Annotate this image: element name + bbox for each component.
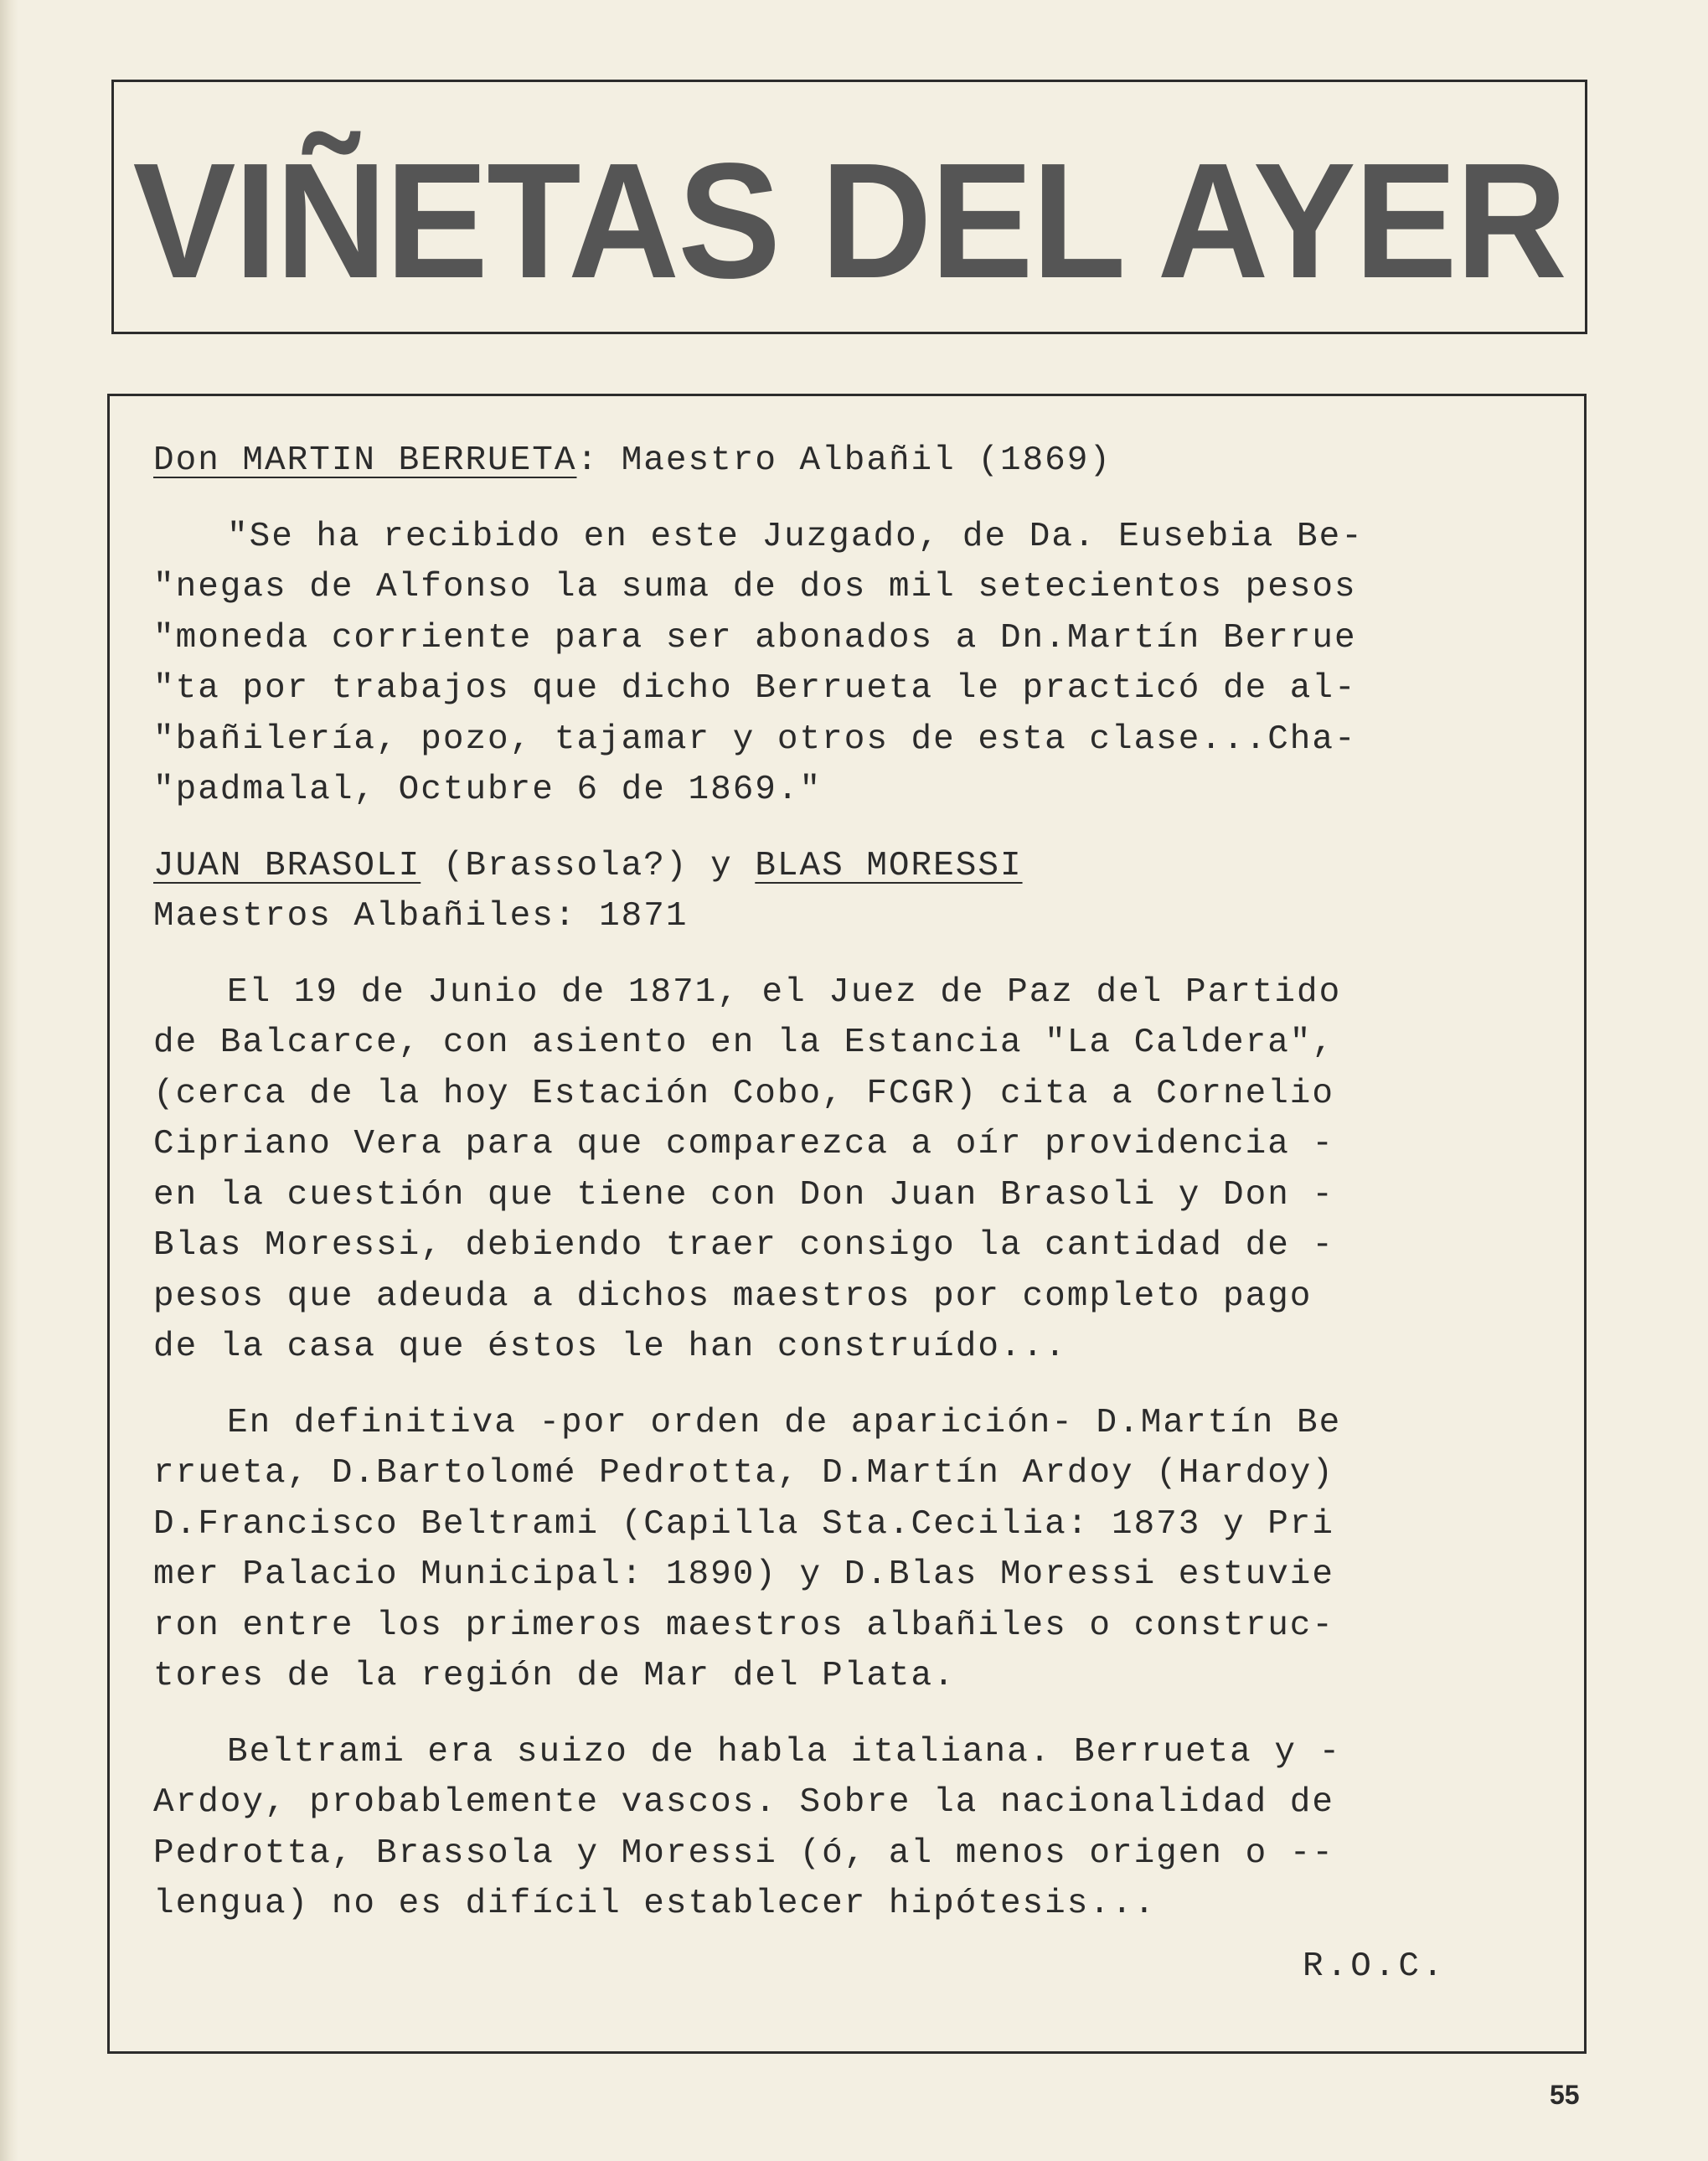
- paragraph-line: de la casa que éstos le han construído...: [153, 1328, 1067, 1366]
- paragraph-line: ron entre los primeros maestros albañiles o construc-: [153, 1606, 1335, 1645]
- paragraph-line: Cipriano Vera para que comparezca a oír providencia -: [153, 1125, 1335, 1163]
- article-body: [153, 436, 1527, 1930]
- paragraph-line: En definitiva -por orden de aparición- D.Martín Be: [227, 1403, 1342, 1442]
- title-box: [111, 80, 1587, 334]
- heading-role: Maestro Albañil (1869): [599, 441, 1112, 480]
- quote-line: "ta por trabajos que dicho Berrueta le practicó de al-: [153, 669, 1357, 708]
- page-number: 55: [1550, 2080, 1580, 2110]
- quote-line: "Se ha recibido en este Juzgado, de Da. Eusebia Be-: [227, 517, 1364, 556]
- page-title: VIÑETAS DEL AYER: [132, 129, 1566, 312]
- paragraph-line: Beltrami era suizo de habla italiana. Berrueta y -: [227, 1732, 1342, 1772]
- paragraph-line: mer Palacio Municipal: 1890) y D.Blas Moressi estuvie: [153, 1555, 1335, 1594]
- paragraph-line: Blas Moressi, debiendo traer consigo la cantidad de -: [153, 1226, 1335, 1265]
- heading-mid: (Brassola?) y: [421, 846, 756, 885]
- heading-separator: :: [576, 441, 600, 480]
- quote-line: "bañilería, pozo, tajamar y otros de esta clase...Cha-: [153, 719, 1357, 759]
- paragraph-line: D.Francisco Beltrami (Capilla Sta.Cecilia: 1873 y Pri: [153, 1504, 1335, 1544]
- section-subheading: Maestros Albañiles: 1871: [153, 897, 689, 936]
- paragraph-line: en la cuestión que tiene con Don Juan Brasoli y Don -: [153, 1175, 1335, 1215]
- heading-name-1: JUAN BRASOLI: [153, 846, 421, 885]
- quote-line: "moneda corriente para ser abonados a Dn.Martín Berrue: [153, 618, 1357, 658]
- paragraph-line: (cerca de la hoy Estación Cobo, FCGR) cita a Cornelio: [153, 1074, 1335, 1113]
- section-heading-brasoli: [153, 841, 1527, 892]
- page-binding-edge: [0, 0, 18, 2161]
- heading-name: Don MARTIN BERRUETA: [153, 441, 577, 480]
- paragraph-line: lengua) no es difícil establecer hipótesis...: [153, 1885, 1157, 1923]
- paragraph-line: rrueta, D.Bartolomé Pedrotta, D.Martín Ardoy (Hardoy): [153, 1454, 1335, 1493]
- paragraph-line: de Balcarce, con asiento en la Estancia "La Caldera",: [153, 1024, 1335, 1062]
- quote-line: "padmalal, Octubre 6 de 1869.": [153, 771, 823, 809]
- paragraph-line: Pedrotta, Brassola y Moressi (ó, al menos origen o --: [153, 1833, 1335, 1873]
- quote-line: "negas de Alfonso la suma de dos mil setecientos pesos: [153, 568, 1357, 606]
- section-heading-berrueta: [153, 436, 1527, 487]
- author-signature: R.O.C.: [1303, 1947, 1447, 1986]
- paragraph-line: El 19 de Junio de 1871, el Juez de Paz del Partido: [227, 972, 1342, 1012]
- heading-name-2: BLAS MORESSI: [755, 846, 1023, 885]
- paragraph-line: pesos que adeuda a dichos maestros por completo pago: [153, 1276, 1313, 1316]
- paragraph-line: tores de la región de Mar del Plata.: [153, 1657, 956, 1695]
- paragraph-line: Ardoy, probablemente vascos. Sobre la nacionalidad de: [153, 1783, 1335, 1822]
